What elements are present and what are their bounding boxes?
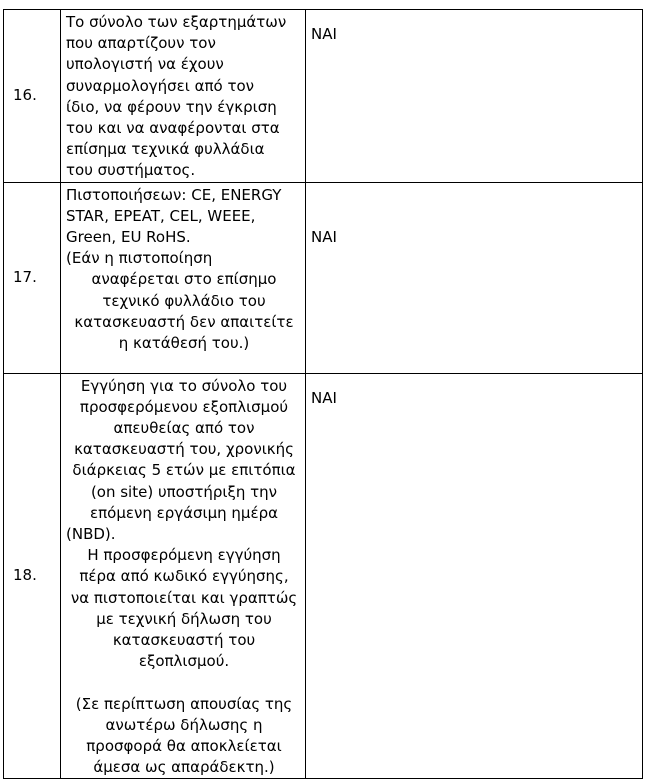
requirement-line: υπολογιστή να έχουν	[66, 55, 224, 74]
requirement-line: ανωτέρω δήλωσης η	[105, 715, 263, 734]
requirement-line: προσφερόμενου εξοπλισμού	[79, 397, 289, 416]
requirement-line: (Σε περίπτωση απουσίας της	[75, 694, 293, 713]
requirement-line: η κατάθεσή του.)	[118, 334, 250, 353]
requirement-line: επίσημα τεχνικά φυλλάδια	[66, 140, 265, 159]
requirement-line: Εγγύηση για το σύνολο του	[80, 376, 288, 395]
answer-cell	[306, 10, 643, 183]
requirement-line: Το σύνολο των εξαρτημάτων	[66, 13, 287, 31]
table-row	[4, 373, 643, 779]
requirement-line: που απαρτίζουν τον	[66, 34, 216, 53]
answer-cell	[306, 182, 643, 373]
requirement-line: STAR, EPEAT, CEL, WEEE,	[66, 206, 256, 225]
blank-line	[66, 672, 302, 693]
requirement-line: αναφέρεται στο επίσημο	[91, 270, 277, 289]
requirement-line: εξοπλισμού.	[138, 652, 230, 671]
row-number: 18.	[4, 373, 61, 779]
requirement-line: προσφορά θα αποκλείεται	[86, 737, 282, 756]
row-number: 16.	[4, 10, 61, 183]
requirement-line: Green, EU RoHS.	[66, 228, 191, 247]
requirement-line: να πιστοποιείται και γραπτώς	[70, 588, 298, 607]
requirement-line: Πιστοποιήσεων: CE, ENERGY	[66, 185, 282, 204]
requirement-line: πέρα από κωδικό εγγύησης,	[79, 567, 289, 586]
answer-text: ΝΑΙ	[311, 227, 337, 246]
requirement-line: (on site) υποστήριξη την	[90, 482, 278, 501]
requirement-line: απευθείας από τον	[113, 419, 255, 438]
table-row	[4, 10, 643, 183]
requirement-line: επόμενη εργάσιμη ημέρα	[90, 503, 278, 522]
requirement-line: ίδιο, να φέρουν την έγκριση	[66, 97, 277, 116]
requirement-text	[61, 373, 306, 779]
requirement-line: του συστήματος.	[66, 161, 196, 180]
requirement-line: με τεχνική δήλωση του	[96, 609, 272, 628]
requirement-line: κατασκευαστή του, χρονικής	[74, 440, 294, 459]
requirement-line: (NBD).	[66, 525, 116, 544]
answer-text: ΝΑΙ	[311, 388, 337, 407]
requirement-line: κατασκευαστή του	[112, 631, 256, 650]
answer-text: ΝΑΙ	[311, 25, 337, 43]
answer-cell	[306, 373, 643, 779]
table-row	[4, 182, 643, 373]
requirement-line: διάρκειας 5 ετών με επιτόπια	[72, 461, 296, 480]
requirement-line: τεχνικό φυλλάδιο του	[102, 291, 266, 310]
requirement-line: Η προσφερόμενη εγγύηση	[87, 546, 281, 565]
requirement-line: συναρμολογήσει από τον	[66, 76, 255, 95]
specifications-table	[3, 9, 643, 779]
requirement-line: άμεσα ως απαράδεκτη.)	[93, 758, 275, 777]
requirement-line: του και να αναφέρονται στα	[66, 119, 280, 138]
requirement-text	[61, 10, 306, 183]
requirement-line: κατασκευαστή δεν απαιτείτε	[74, 312, 294, 331]
requirement-line: (Εάν η πιστοποίηση	[66, 249, 213, 268]
row-number: 17.	[4, 182, 61, 373]
requirement-text	[61, 182, 306, 373]
